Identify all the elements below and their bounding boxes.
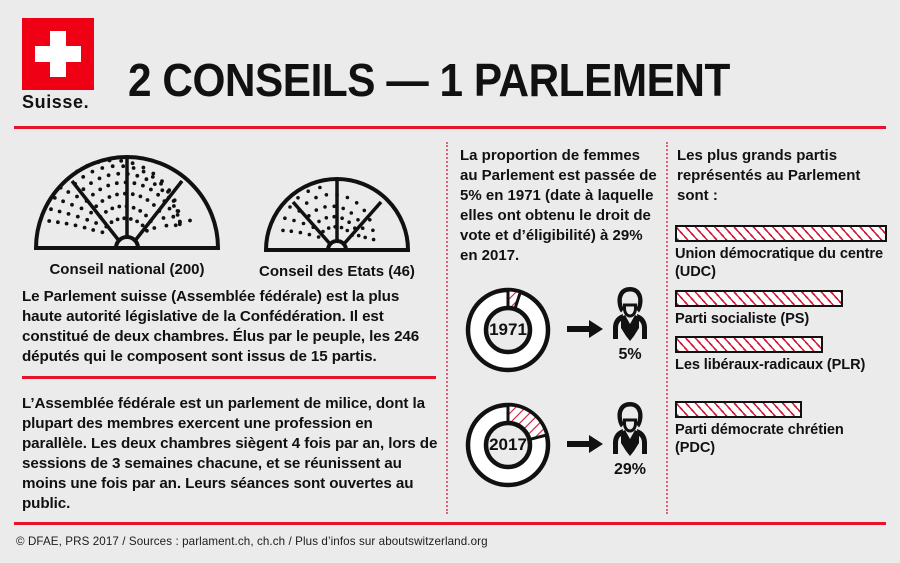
hemicycle-conseil-national <box>32 154 222 278</box>
divider-bottom <box>14 522 886 525</box>
party-bar-pdc <box>675 401 802 418</box>
party-item-pdc <box>675 401 887 457</box>
woman-icon-1971 <box>606 284 654 344</box>
footer-credit: © DFAE, PRS 2017 / Sources : parlament.ch, ch.ch / Plus d’infos sur aboutswitzerland.org <box>16 535 488 548</box>
women-share-intro: La proportion de femmes au Parlement est passée de 5% en 1971 (date à laquelle elles ont obtenu le droit de vote et d’éligibilité) à 29% en 2017. <box>460 147 657 264</box>
divider-column-2 <box>666 142 668 514</box>
paragraph-militia-parliament: L’Assemblée fédérale est un parlement de milice, dont la plupart des membres exercent une profession en parallèle. Les deux chambres siègent 4 fois par an, lors de sessions de 3 semaines chacune, et se réunissent au moins une fois par an. Leurs séances sont ouvertes au public. <box>22 395 438 512</box>
percent-label-1971: 5% <box>618 346 642 363</box>
hemicycle-group <box>14 140 438 280</box>
party-label-plr: Les libéraux-radicaux (PLR) <box>675 357 866 373</box>
arrow-right-icon <box>567 433 603 455</box>
header <box>0 0 900 128</box>
divider-left-middle <box>22 376 436 379</box>
party-bar-plr <box>675 336 823 353</box>
donut-year-2017: 2017 <box>489 435 527 454</box>
party-label-pdc: Parti démocrate chrétien (PDC) <box>675 422 844 456</box>
divider-column-1 <box>446 142 448 514</box>
paragraph-parliament-overview: Le Parlement suisse (Assemblée fédérale) est la plus haute autorité législative de la Confédération. Il est constitué de deux chambres. Élus par le peuple, les 246 députés qui le composent sont issus de 15 partis. <box>22 288 420 365</box>
donut-chart-2017 <box>458 395 558 495</box>
party-item-udc <box>675 225 887 281</box>
column-right <box>673 140 886 515</box>
hemicycle-national-diagram <box>32 154 222 252</box>
percent-label-2017: 29% <box>613 461 647 478</box>
party-item-ps <box>675 290 887 328</box>
donut-row-2017 <box>452 395 662 499</box>
party-bar-ps <box>675 290 843 307</box>
hemicycle-conseil-etats <box>257 176 417 280</box>
flag-cross-horizontal <box>35 46 81 62</box>
party-bar-udc <box>675 225 887 242</box>
donut-row-1971 <box>452 280 662 384</box>
brand-wordmark: Suisse. <box>22 92 90 112</box>
woman-icon-2017 <box>606 399 654 459</box>
donut-chart-1971 <box>458 280 558 380</box>
party-item-plr <box>675 336 887 374</box>
column-left <box>14 140 438 515</box>
page-title: 2 CONSEILS — 1 PARLEMENT <box>128 54 730 106</box>
party-label-udc: Union démocratique du centre (UDC) <box>675 246 884 280</box>
hemicycle-label-national: Conseil national (200) <box>49 261 205 278</box>
swiss-flag-logo <box>22 18 94 90</box>
divider-top <box>14 126 886 129</box>
parties-intro: Les plus grands partis représentés au Parlement sont : <box>677 147 861 204</box>
party-label-ps: Parti socialiste (PS) <box>675 311 810 327</box>
donut-year-1971: 1971 <box>489 320 527 339</box>
hemicycle-etats-diagram <box>262 176 412 254</box>
hemicycle-label-etats: Conseil des Etats (46) <box>259 263 415 280</box>
arrow-right-icon <box>567 318 603 340</box>
column-middle <box>452 140 662 515</box>
